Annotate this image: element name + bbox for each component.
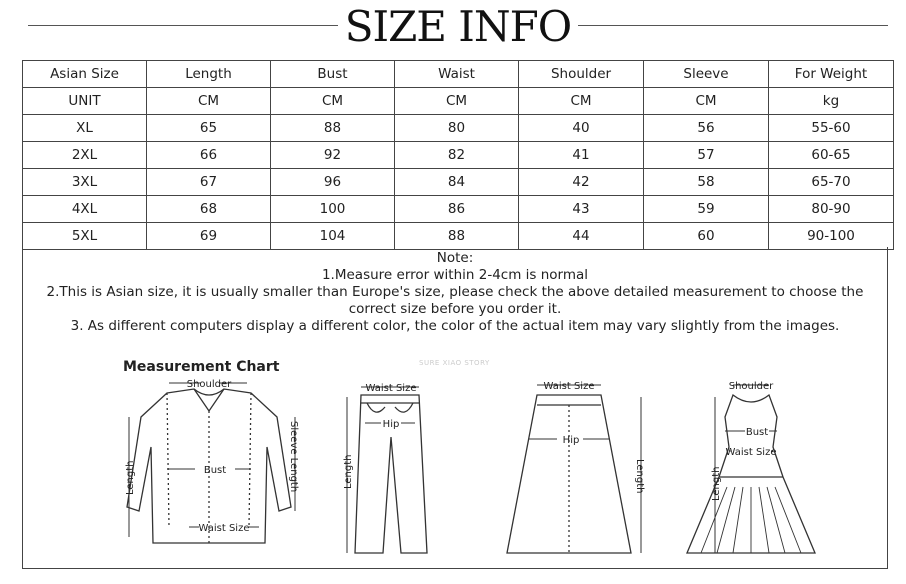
pants-length-label: Length (343, 454, 354, 489)
table-cell: CM (644, 88, 769, 115)
skirt-hip-label: Hip (562, 435, 580, 446)
dress-diagram (671, 377, 821, 567)
shirt-diagram (119, 377, 304, 567)
table-cell: 69 (147, 223, 271, 250)
table-cell: CM (271, 88, 395, 115)
note-3: 3. As different computers display a different color, the color of the actual item may vary slightly from the images. (70, 318, 840, 334)
chart-title: Measurement Chart (123, 359, 280, 375)
table-cell: Length (147, 61, 271, 88)
header-rule-right (578, 25, 888, 26)
table-row (23, 142, 894, 169)
table-row (23, 169, 894, 196)
pants-diagram (323, 377, 443, 567)
dress-waist-label: Waist Size (725, 447, 777, 458)
table-cell: 90-100 (769, 223, 894, 250)
table-cell: 80-90 (769, 196, 894, 223)
measurement-chart (23, 347, 887, 567)
table-cell: CM (147, 88, 271, 115)
table-cell: 58 (644, 169, 769, 196)
table-cell: 4XL (23, 196, 147, 223)
table-cell: 104 (271, 223, 395, 250)
table-cell: Bust (271, 61, 395, 88)
header-rule-left (28, 25, 338, 26)
table-cell: 68 (147, 196, 271, 223)
note-1: 1.Measure error within 2-4cm is normal (321, 267, 589, 283)
shirt-bust-label: Bust (203, 465, 227, 476)
table-cell: CM (395, 88, 519, 115)
table-cell: 100 (271, 196, 395, 223)
note-2: 2.This is Asian size, it is usually smaller than Europe's size, please check the above detailed measurement to choose the correct size before you order it. (46, 284, 864, 317)
table-cell: 82 (395, 142, 519, 169)
table-cell: 59 (644, 196, 769, 223)
skirt-length-label: Length (634, 459, 645, 494)
shirt-length-label: Length (125, 460, 136, 495)
table-cell: For Weight (769, 61, 894, 88)
table-unit-row (23, 88, 894, 115)
note-heading: Note: (436, 250, 474, 266)
table-cell: Asian Size (23, 61, 147, 88)
table-row (23, 115, 894, 142)
table-cell: 66 (147, 142, 271, 169)
skirt-waist-label: Waist Size (543, 381, 595, 392)
table-row (23, 223, 894, 250)
table-cell: 96 (271, 169, 395, 196)
table-cell: 5XL (23, 223, 147, 250)
dress-shoulder-label: Shoulder (728, 381, 774, 392)
table-cell: CM (519, 88, 644, 115)
table-cell: 43 (519, 196, 644, 223)
table-cell: 44 (519, 223, 644, 250)
page-title: SIZE INFO (344, 2, 572, 51)
table-cell: 86 (395, 196, 519, 223)
table-cell: 56 (644, 115, 769, 142)
pants-hip-label: Hip (382, 419, 400, 430)
skirt-diagram (491, 377, 651, 567)
table-cell: 65-70 (769, 169, 894, 196)
table-cell: Sleeve (644, 61, 769, 88)
table-cell: 40 (519, 115, 644, 142)
pants-waist-label: Waist Size (365, 383, 417, 394)
table-cell: 88 (271, 115, 395, 142)
dress-length-label: Length (711, 466, 722, 501)
watermark: SURE XIAO STORY (419, 359, 490, 367)
table-cell: 80 (395, 115, 519, 142)
table-cell: 60-65 (769, 142, 894, 169)
table-cell: 65 (147, 115, 271, 142)
shirt-shoulder-label: Shoulder (186, 379, 232, 390)
table-cell: 2XL (23, 142, 147, 169)
table-cell: 60 (644, 223, 769, 250)
table-row (23, 196, 894, 223)
table-cell: kg (769, 88, 894, 115)
dress-bust-label: Bust (745, 427, 769, 438)
header (0, 0, 906, 56)
table-cell: 57 (644, 142, 769, 169)
table-cell: 41 (519, 142, 644, 169)
shirt-sleeve-label: Sleeve Length (288, 421, 299, 493)
table-cell: 55-60 (769, 115, 894, 142)
table-cell: Waist (395, 61, 519, 88)
table-header-row (23, 61, 894, 88)
shirt-waist-label: Waist Size (198, 523, 250, 534)
table-cell: 92 (271, 142, 395, 169)
table-cell: XL (23, 115, 147, 142)
table-cell: 88 (395, 223, 519, 250)
table-cell: 67 (147, 169, 271, 196)
table-cell: 42 (519, 169, 644, 196)
table-cell: UNIT (23, 88, 147, 115)
notes-box (22, 247, 888, 569)
size-table (22, 60, 894, 250)
table-cell: 84 (395, 169, 519, 196)
table-cell: 3XL (23, 169, 147, 196)
table-cell: Shoulder (519, 61, 644, 88)
